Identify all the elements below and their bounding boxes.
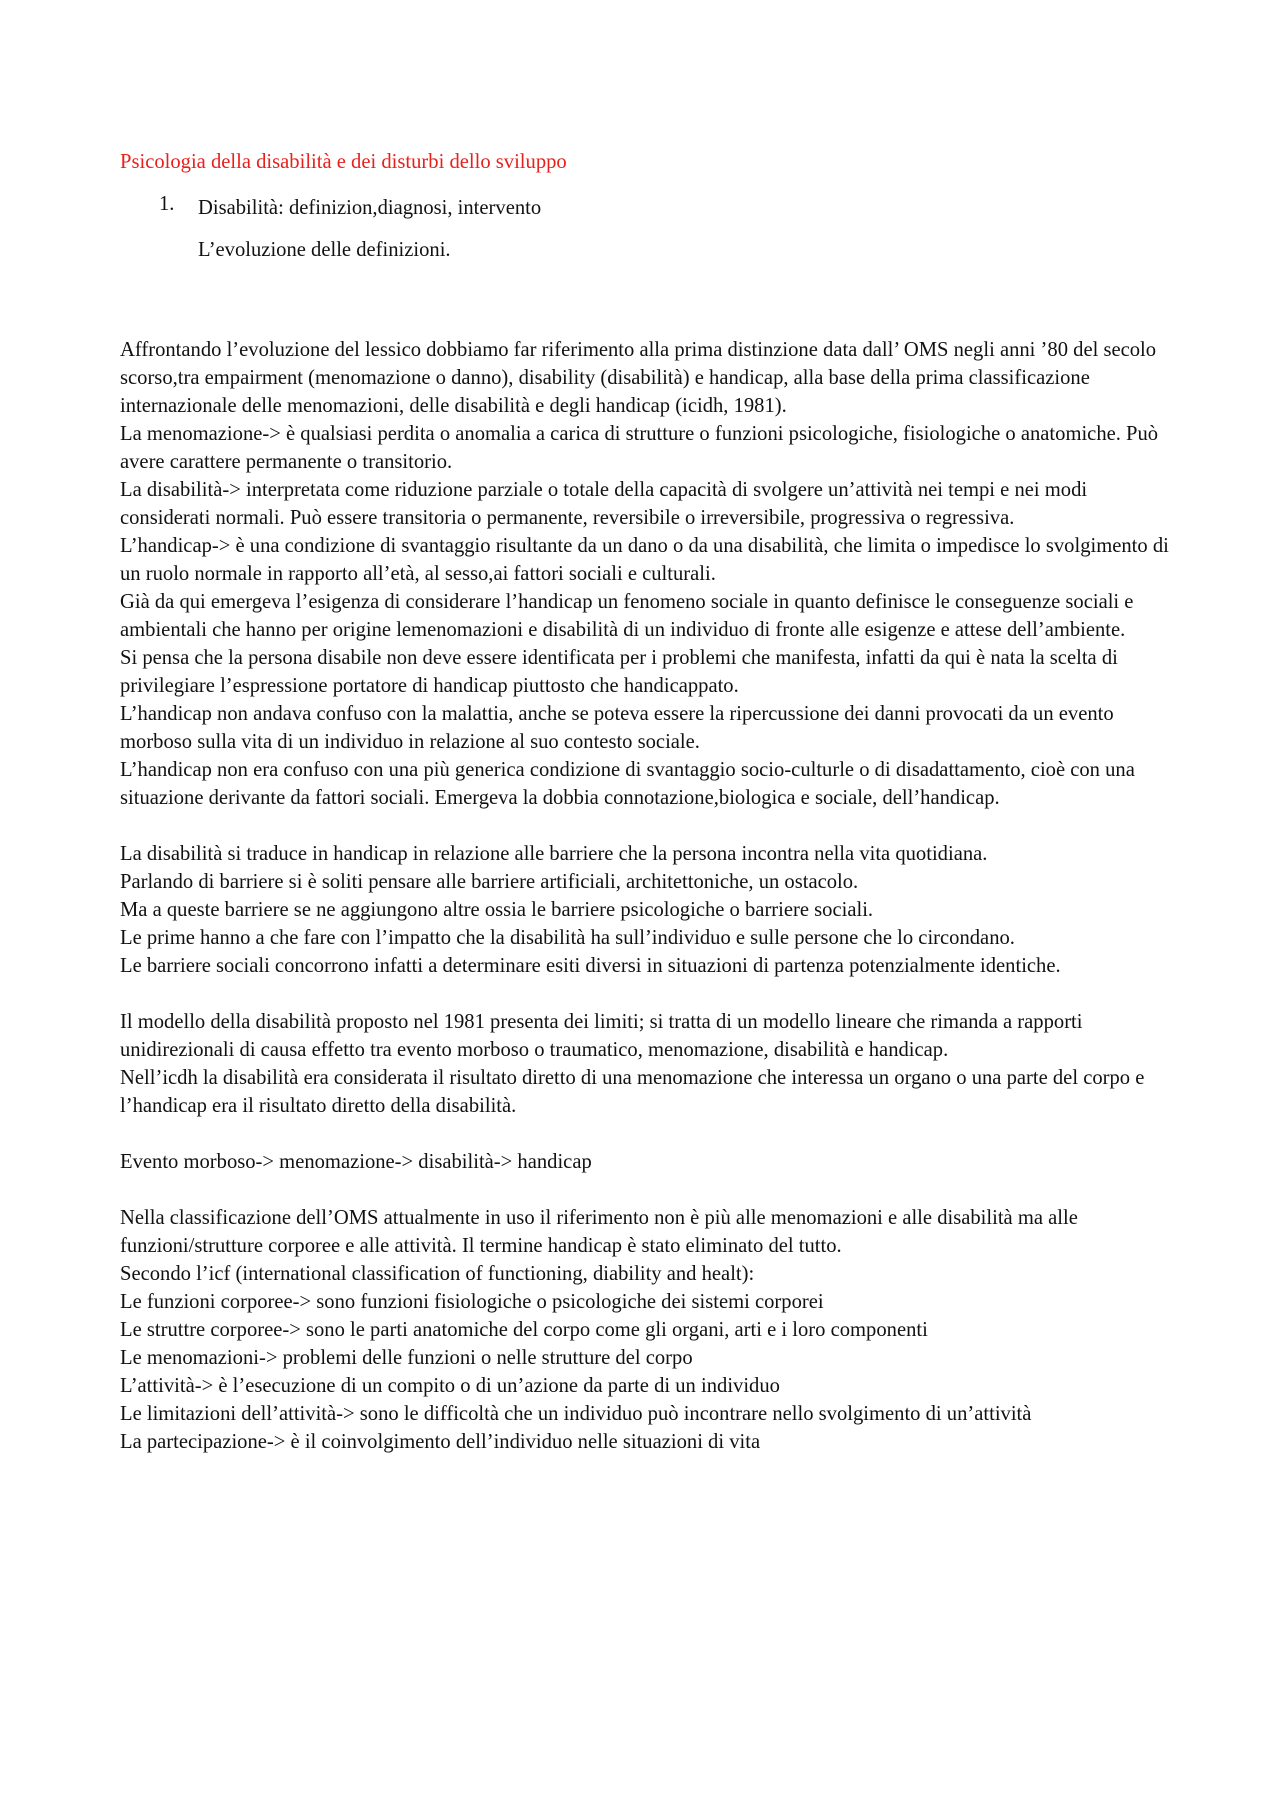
paragraph: Le prime hanno a che fare con l’impatto che la disabilità ha sull’individuo e sulle persone che lo circondano. (120, 927, 1015, 949)
spacer (120, 980, 1170, 1008)
definition-line: Le menomazioni-> problemi delle funzioni o nelle strutture del corpo (120, 1347, 693, 1369)
definition-line: L’attività-> è l’esecuzione di un compito o di un’azione da parte di un individuo (120, 1375, 780, 1397)
paragraph: La menomazione-> è qualsiasi perdita o anomalia a carica di strutture o funzioni psicologiche, fisiologiche o anatomiche. Può avere carattere permanente o transitorio. (120, 423, 1159, 473)
list-number: 1. (159, 193, 175, 215)
paragraph: La disabilità si traduce in handicap in relazione alle barriere che la persona incontra nella vita quotidiana. (120, 843, 988, 865)
paragraph: Parlando di barriere si è soliti pensare alle barriere artificiali, architettoniche, un ostacolo. (120, 871, 859, 893)
paragraph: Affrontando l’evoluzione del lessico dobbiamo far riferimento alla prima distinzione data dall’ OMS negli anni ’80 del secolo scorso,tra empairment (menomazione o danno), disability (disabilità) e handicap, alla base della prima classificazione internazionale delle menomazioni, delle disabilità e degli handicap (icidh, 1981). (120, 339, 1157, 417)
document-title: Psicologia della disabilità e dei disturbi dello sviluppo (120, 151, 567, 173)
definition-line: Le limitazioni dell’attività-> sono le difficoltà che un individuo può incontrare nello svolgimento di un’attività (120, 1403, 1032, 1425)
definition-line: Le struttre corporee-> sono le parti anatomiche del corpo come gli organi, arti e i loro componenti (120, 1319, 928, 1341)
list-item-text: Disabilità: definizion,diagnosi, intervento (198, 197, 542, 219)
paragraph: Ma a queste barriere se ne aggiungono altre ossia le barriere psicologiche o barriere sociali. (120, 899, 874, 921)
paragraph: Già da qui emergeva l’esigenza di considerare l’handicap un fenomeno sociale in quanto definisce le conseguenze sociali e ambientali che hanno per origine lemenomazioni e disabilità di un individuo di fronte alle esigenze e attese dell’ambiente. (120, 591, 1134, 641)
paragraph: La disabilità-> interpretata come riduzione parziale o totale della capacità di svolgere un’attività nei tempi e nei modi considerati normali. Può essere transitoria o permanente, reversibile o irreversibile, progressiva o regressiva. (120, 479, 1088, 529)
paragraph: L’handicap-> è una condizione di svantaggio risultante da un dano o da una disabilità, che limita o impedisce lo svolgimento di un ruolo normale in rapporto all’età, al sesso,ai fattori sociali e culturali. (120, 535, 1169, 585)
definition-line: Le funzioni corporee-> sono funzioni fisiologiche o psicologiche dei sistemi corporei (120, 1291, 824, 1313)
paragraph: Nell’icdh la disabilità era considerata il risultato diretto di una menomazione che interessa un organo o una parte del corpo e l’handicap era il risultato diretto della disabilità. (120, 1067, 1145, 1117)
paragraph: L’handicap non andava confuso con la malattia, anche se poteva essere la ripercussione dei danni provocati da un evento morboso sulla vita di un individuo in relazione al suo contesto sociale. (120, 703, 1114, 753)
spacer (120, 1120, 1170, 1148)
document-body (120, 148, 1170, 1456)
spacer (120, 264, 1170, 336)
causal-chain: Evento morboso-> menomazione-> disabilità-> handicap (120, 1151, 592, 1173)
paragraph: Il modello della disabilità proposto nel 1981 presenta dei limiti; si tratta di un modello lineare che rimanda a rapporti unidirezionali di causa effetto tra evento morboso o traumatico, menomazione, disabilità e handicap. (120, 1011, 1083, 1061)
numbered-list-item (120, 194, 1170, 222)
paragraph: Secondo l’icf (international classification of functioning, diability and healt): (120, 1263, 755, 1285)
paragraph: Si pensa che la persona disabile non deve essere identificata per i problemi che manifesta, infatti da qui è nata la scelta di privilegiare l’espressione portatore di handicap piuttosto che handicappato. (120, 647, 1118, 697)
paragraph: Le barriere sociali concorrono infatti a determinare esiti diversi in situazioni di partenza potenzialmente identiche. (120, 955, 1061, 977)
paragraph: Nella classificazione dell’OMS attualmente in uso il riferimento non è più alle menomazioni e alle disabilità ma alle funzioni/strutture corporee e alle attività. Il termine handicap è stato eliminato del tutto. (120, 1207, 1078, 1257)
spacer (120, 812, 1170, 840)
paragraph: L’handicap non era confuso con una più generica condizione di svantaggio socio-culturle o di disadattamento, cioè con una situazione derivante da fattori sociali. Emergeva la dobbia connotazione,biologica e sociale, dell’handicap. (120, 759, 1135, 809)
spacer (120, 1176, 1170, 1204)
section-subheading: L’evoluzione delle definizioni. (198, 239, 451, 261)
definition-line: La partecipazione-> è il coinvolgimento dell’individuo nelle situazioni di vita (120, 1431, 761, 1453)
